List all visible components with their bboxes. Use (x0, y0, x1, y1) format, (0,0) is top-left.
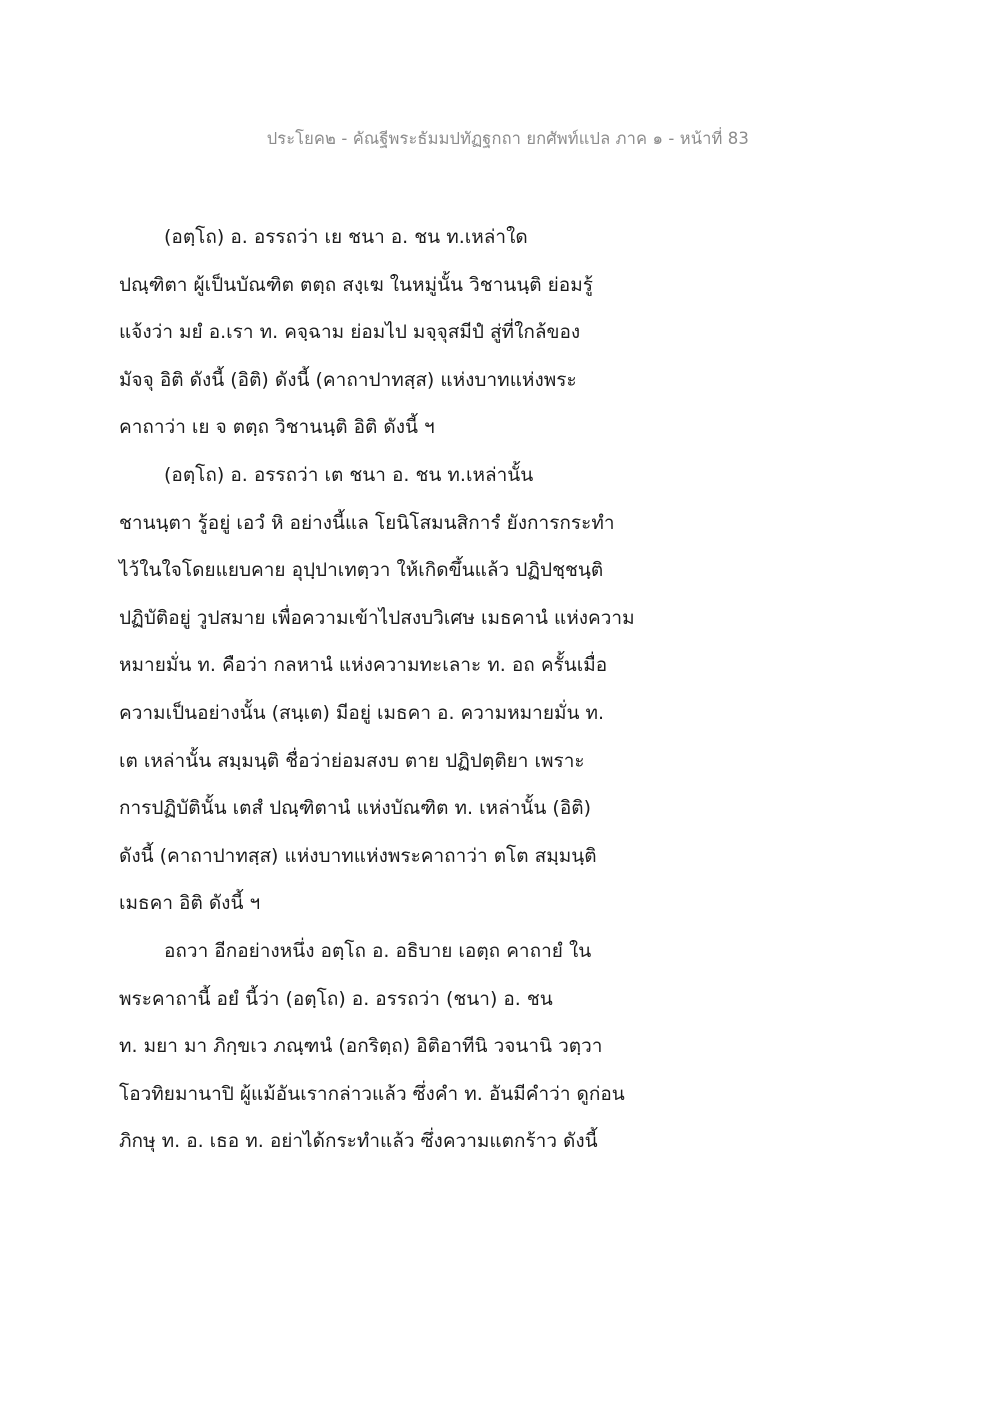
paragraph-line: เต เหล่านั้น สมฺมนฺติ ชื่อว่าย่อมสงบ ตาย ปฏิปตฺติยา เพราะ (119, 749, 585, 772)
paragraph-line: (อตฺโถ) อ. อรรถว่า เย ชนา อ. ชน ท.เหล่าใด (164, 226, 528, 248)
paragraph-line: ปณฺฑิตา ผู้เป็นบัณฑิต ตตฺถ สงฺเฆ ในหมู่นั้น วิชานนฺติ ย่อมรู้ (119, 273, 593, 296)
paragraph-line: พระคาถานี้ อยํ นี้ว่า (อตฺโถ) อ. อรรถว่า (ชนา) อ. ชน (119, 987, 553, 1010)
running-header: ประโยค๒ - คัณฐีพระธัมมปทัฏฐกถา ยกศัพท์แปล ภาค ๑ - หน้าที่ 83 (266, 129, 749, 148)
paragraph-line: ไว้ในใจโดยแยบคาย อุปฺปาเทตฺวา ให้เกิดขึ้นแล้ว ปฏิปชฺชนฺติ (119, 559, 604, 582)
paragraph-line: โอวทิยมานาปิ ผู้แม้อันเรากล่าวแล้ว ซึ่งคำ ท. อันมีคำว่า ดูก่อน (119, 1082, 625, 1105)
paragraph-line: อถวา อีกอย่างหนึ่ง อตฺโถ อ. อธิบาย เอตฺถ คาถายํ ใน (164, 939, 592, 962)
paragraph-line: ชานนฺตา รู้อยู่ เอวํ หิ อย่างนี้แล โยนิโสมนสิการํ ยังการกระทำ (119, 511, 615, 534)
paragraph-line: ความเป็นอย่างนั้น (สนฺเต) มีอยู่ เมธคา อ. ความหมายมั่น ท. (119, 701, 605, 724)
paragraph-line: ดังนี้ (คาถาปาทสฺส) แห่งบาทแห่งพระคาถาว่า ตโต สมฺมนฺติ (119, 844, 597, 867)
paragraph-line: ปฏิบัติอยู่ วูปสมาย เพื่อความเข้าไปสงบวิเศษ เมธคานํ แห่งความ (119, 606, 635, 629)
paragraph-line: คาถาว่า เย จ ตตฺถ วิชานนฺติ อิติ ดังนี้ ฯ (119, 416, 435, 439)
paragraph-line: แจ้งว่า มยํ อ.เรา ท. คจฺฉาม ย่อมไป มจฺจุสมีปํ สู่ที่ใกล้ของ (119, 321, 581, 344)
paragraph-line: ท. มยา มา ภิกฺขเว ภณฺฑนํ (อกริตฺถ) อิติอาทีนิ วจนานิ วตฺวา (119, 1035, 603, 1058)
paragraph-line: มัจจุ อิติ ดังนี้ (อิติ) ดังนี้ (คาถาปาทสฺส) แห่งบาทแห่งพระ (119, 368, 577, 391)
paragraph-line: การปฏิบัตินั้น เตสํ ปณฺฑิตานํ แห่งบัณฑิต ท. เหล่านั้น (อิติ) (119, 797, 591, 820)
body-text (119, 214, 679, 1166)
paragraph-line: เมธคา อิติ ดังนี้ ฯ (119, 892, 261, 915)
paragraph-line: (อตฺโถ) อ. อรรถว่า เต ชนา อ. ชน ท.เหล่านั้น (164, 463, 534, 486)
paragraph-line: หมายมั่น ท. คือว่า กลหานํ แห่งความทะเลาะ ท. อถ ครั้นเมื่อ (119, 654, 608, 677)
paragraph-line: ภิกษุ ท. อ. เธอ ท. อย่าได้กระทำแล้ว ซึ่งความแตกร้าว ดังนี้ (119, 1130, 598, 1153)
